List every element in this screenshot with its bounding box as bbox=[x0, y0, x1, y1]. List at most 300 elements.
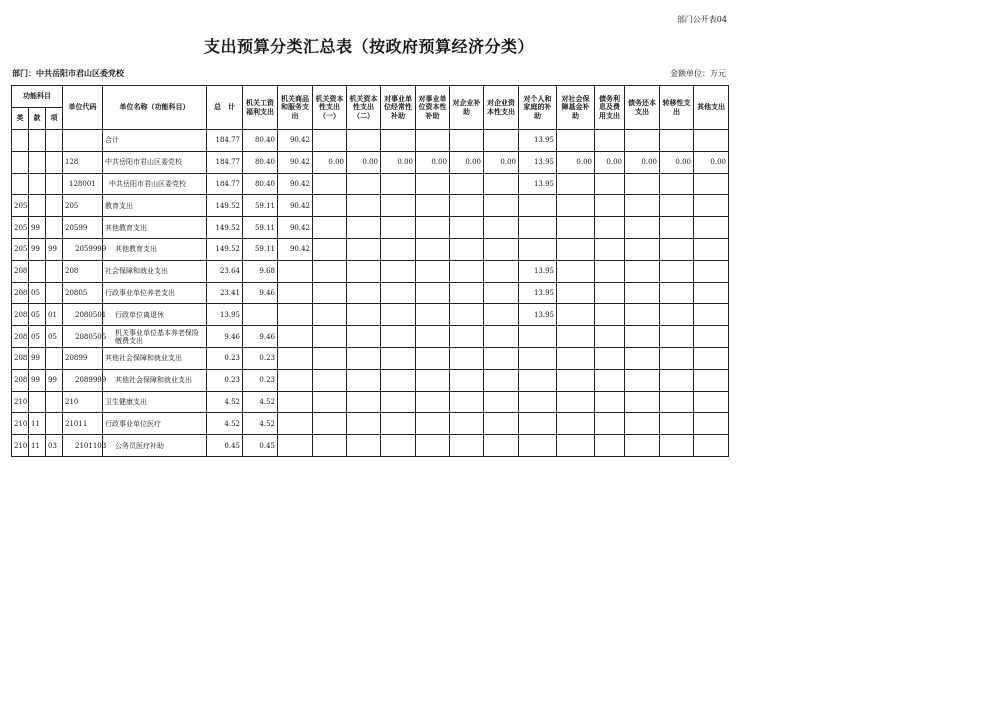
value-cell bbox=[595, 217, 625, 239]
total-cell: 149.52 bbox=[207, 217, 243, 239]
value-cell bbox=[416, 435, 450, 457]
value-cell: 0.00 bbox=[313, 151, 347, 173]
value-cell: 0.00 bbox=[694, 151, 729, 173]
lei-cell bbox=[12, 173, 29, 195]
unit-name-cell: 行政事业单位养老支出 bbox=[103, 282, 207, 304]
value-cell bbox=[416, 130, 450, 152]
value-cell: 90.42 bbox=[278, 238, 313, 260]
lei-cell: 208 bbox=[12, 260, 29, 282]
value-cell bbox=[313, 130, 347, 152]
total-cell: 0.45 bbox=[207, 435, 243, 457]
budget-table bbox=[11, 85, 729, 457]
value-cell bbox=[519, 435, 557, 457]
value-cell bbox=[381, 413, 416, 435]
value-cell bbox=[595, 347, 625, 369]
total-cell: 0.23 bbox=[207, 347, 243, 369]
lei-cell: 208 bbox=[12, 282, 29, 304]
value-cell bbox=[694, 238, 729, 260]
value-cell bbox=[595, 130, 625, 152]
kuan-cell bbox=[29, 195, 46, 217]
xiang-cell: 99 bbox=[46, 369, 63, 391]
value-cell bbox=[484, 238, 519, 260]
value-cell bbox=[416, 391, 450, 413]
value-cell bbox=[347, 238, 381, 260]
kuan-cell bbox=[29, 260, 46, 282]
value-cell: 0.00 bbox=[625, 151, 660, 173]
kuan-cell: 99 bbox=[29, 217, 46, 239]
value-cell bbox=[278, 282, 313, 304]
value-cell bbox=[416, 238, 450, 260]
xiang-cell: 05 bbox=[46, 326, 63, 348]
unit-code-cell: 208 bbox=[63, 260, 103, 282]
kuan-cell: 05 bbox=[29, 304, 46, 326]
lei-cell: 208 bbox=[12, 304, 29, 326]
value-cell bbox=[660, 260, 694, 282]
value-cell bbox=[625, 326, 660, 348]
unit-code-cell: 20899 bbox=[63, 347, 103, 369]
value-cell bbox=[625, 130, 660, 152]
xiang-cell bbox=[46, 151, 63, 173]
value-cell: 80.40 bbox=[243, 173, 278, 195]
table-row bbox=[12, 435, 729, 457]
xiang-cell bbox=[46, 391, 63, 413]
unit-name-cell: 社会保障和就业支出 bbox=[103, 260, 207, 282]
col-header: 转移性支出 bbox=[660, 86, 694, 130]
value-cell bbox=[557, 304, 595, 326]
total-header: 总 计 bbox=[207, 86, 243, 130]
value-cell bbox=[519, 217, 557, 239]
value-cell: 90.42 bbox=[278, 151, 313, 173]
value-cell bbox=[557, 173, 595, 195]
value-cell bbox=[519, 347, 557, 369]
value-cell bbox=[557, 217, 595, 239]
value-cell bbox=[278, 260, 313, 282]
value-cell bbox=[381, 347, 416, 369]
unit-code-cell: 20805 bbox=[63, 282, 103, 304]
value-cell: 0.00 bbox=[416, 151, 450, 173]
value-cell bbox=[484, 413, 519, 435]
value-cell: 59.11 bbox=[243, 217, 278, 239]
value-cell bbox=[625, 217, 660, 239]
col-header: 对企业资本性支出 bbox=[484, 86, 519, 130]
value-cell bbox=[381, 304, 416, 326]
value-cell bbox=[313, 391, 347, 413]
value-cell bbox=[694, 326, 729, 348]
amount-unit-label: 金额单位：万元 bbox=[670, 69, 726, 78]
table-row bbox=[12, 347, 729, 369]
table-row bbox=[12, 282, 729, 304]
value-cell bbox=[450, 391, 484, 413]
lei-header: 类 bbox=[12, 108, 29, 130]
unit-code-cell: 205 bbox=[63, 195, 103, 217]
value-cell: 0.00 bbox=[347, 151, 381, 173]
value-cell bbox=[595, 238, 625, 260]
xiang-cell bbox=[46, 217, 63, 239]
value-cell: 13.95 bbox=[519, 304, 557, 326]
value-cell bbox=[416, 304, 450, 326]
unit-code-cell: 2059999 bbox=[63, 238, 103, 260]
lei-cell: 208 bbox=[12, 326, 29, 348]
value-cell: 9.68 bbox=[243, 260, 278, 282]
kuan-cell: 05 bbox=[29, 326, 46, 348]
value-cell bbox=[625, 347, 660, 369]
col-header: 对企业补助 bbox=[450, 86, 484, 130]
value-cell bbox=[450, 238, 484, 260]
unit-name-cell: 卫生健康支出 bbox=[103, 391, 207, 413]
value-cell bbox=[625, 304, 660, 326]
value-cell: 9.46 bbox=[243, 326, 278, 348]
total-cell: 0.23 bbox=[207, 369, 243, 391]
value-cell: 90.42 bbox=[278, 195, 313, 217]
value-cell bbox=[347, 282, 381, 304]
value-cell: 9.46 bbox=[243, 282, 278, 304]
unit-code-cell: 2089999 bbox=[63, 369, 103, 391]
value-cell bbox=[416, 347, 450, 369]
value-cell: 0.00 bbox=[557, 151, 595, 173]
col-header: 机关资本性支出（一） bbox=[313, 86, 347, 130]
lei-cell: 205 bbox=[12, 238, 29, 260]
unit-name-cell: 行政事业单位医疗 bbox=[103, 413, 207, 435]
value-cell bbox=[557, 326, 595, 348]
value-cell bbox=[595, 326, 625, 348]
value-cell bbox=[313, 195, 347, 217]
xiang-cell bbox=[46, 282, 63, 304]
table-row bbox=[12, 260, 729, 282]
value-cell bbox=[557, 413, 595, 435]
value-cell bbox=[416, 326, 450, 348]
value-cell bbox=[660, 369, 694, 391]
value-cell bbox=[595, 304, 625, 326]
value-cell: 90.42 bbox=[278, 217, 313, 239]
value-cell bbox=[416, 260, 450, 282]
col-header: 机关资本性支出（二） bbox=[347, 86, 381, 130]
value-cell bbox=[484, 217, 519, 239]
unit-name-cell: 机关事业单位基本养老保险缴费支出 bbox=[103, 326, 207, 348]
value-cell bbox=[484, 173, 519, 195]
value-cell bbox=[484, 282, 519, 304]
value-cell bbox=[450, 347, 484, 369]
lei-cell bbox=[12, 130, 29, 152]
total-cell: 4.52 bbox=[207, 391, 243, 413]
value-cell bbox=[484, 347, 519, 369]
value-cell bbox=[347, 435, 381, 457]
value-cell bbox=[278, 347, 313, 369]
unit-name-cell: 其他教育支出 bbox=[103, 238, 207, 260]
value-cell: 4.52 bbox=[243, 413, 278, 435]
value-cell bbox=[557, 195, 595, 217]
total-cell: 184.77 bbox=[207, 151, 243, 173]
value-cell: 13.95 bbox=[519, 151, 557, 173]
lei-cell: 205 bbox=[12, 217, 29, 239]
value-cell bbox=[313, 304, 347, 326]
value-cell bbox=[694, 369, 729, 391]
value-cell bbox=[416, 173, 450, 195]
value-cell: 0.23 bbox=[243, 369, 278, 391]
kuan-cell bbox=[29, 130, 46, 152]
xiang-cell: 99 bbox=[46, 238, 63, 260]
value-cell bbox=[450, 304, 484, 326]
xiang-cell bbox=[46, 413, 63, 435]
value-cell: 0.00 bbox=[484, 151, 519, 173]
value-cell bbox=[347, 326, 381, 348]
unit-code-cell: 2101103 bbox=[63, 435, 103, 457]
value-cell bbox=[519, 413, 557, 435]
value-cell bbox=[450, 413, 484, 435]
value-cell bbox=[595, 391, 625, 413]
value-cell bbox=[694, 347, 729, 369]
value-cell bbox=[694, 195, 729, 217]
value-cell: 13.95 bbox=[519, 260, 557, 282]
col-header: 债务还本支出 bbox=[625, 86, 660, 130]
value-cell bbox=[557, 391, 595, 413]
table-row bbox=[12, 413, 729, 435]
kuan-cell: 99 bbox=[29, 347, 46, 369]
unit-code-cell bbox=[63, 130, 103, 152]
value-cell bbox=[278, 326, 313, 348]
col-header: 对个人和家庭的补助 bbox=[519, 86, 557, 130]
col-header: 其他支出 bbox=[694, 86, 729, 130]
value-cell bbox=[625, 173, 660, 195]
unit-code-cell: 20599 bbox=[63, 217, 103, 239]
value-cell: 13.95 bbox=[519, 282, 557, 304]
value-cell: 59.11 bbox=[243, 238, 278, 260]
value-cell bbox=[694, 435, 729, 457]
total-cell: 23.41 bbox=[207, 282, 243, 304]
value-cell bbox=[660, 238, 694, 260]
unit-code-cell: 210 bbox=[63, 391, 103, 413]
lei-cell bbox=[12, 151, 29, 173]
value-cell bbox=[484, 130, 519, 152]
value-cell bbox=[660, 304, 694, 326]
value-cell bbox=[484, 391, 519, 413]
value-cell bbox=[595, 173, 625, 195]
value-cell bbox=[484, 195, 519, 217]
value-cell bbox=[484, 304, 519, 326]
value-cell bbox=[347, 173, 381, 195]
value-cell bbox=[519, 195, 557, 217]
value-cell bbox=[313, 347, 347, 369]
total-cell: 13.95 bbox=[207, 304, 243, 326]
value-cell bbox=[625, 391, 660, 413]
col-header: 对社会保障基金补助 bbox=[557, 86, 595, 130]
value-cell bbox=[660, 195, 694, 217]
total-cell: 149.52 bbox=[207, 238, 243, 260]
xiang-cell: 01 bbox=[46, 304, 63, 326]
col-header: 机关工资福利支出 bbox=[243, 86, 278, 130]
value-cell: 0.00 bbox=[381, 151, 416, 173]
value-cell bbox=[313, 173, 347, 195]
xiang-cell bbox=[46, 195, 63, 217]
lei-cell: 210 bbox=[12, 435, 29, 457]
table-row bbox=[12, 391, 729, 413]
value-cell bbox=[557, 238, 595, 260]
value-cell bbox=[450, 195, 484, 217]
value-cell bbox=[347, 260, 381, 282]
value-cell bbox=[557, 347, 595, 369]
total-cell: 4.52 bbox=[207, 413, 243, 435]
lei-cell: 205 bbox=[12, 195, 29, 217]
value-cell bbox=[347, 217, 381, 239]
form-number: 部门公开表04 bbox=[676, 15, 727, 24]
col-header: 对事业单位经常性补助 bbox=[381, 86, 416, 130]
table-row bbox=[12, 130, 729, 152]
value-cell bbox=[450, 217, 484, 239]
table-row bbox=[12, 173, 729, 195]
kuan-cell: 11 bbox=[29, 435, 46, 457]
kuan-cell bbox=[29, 173, 46, 195]
value-cell bbox=[313, 217, 347, 239]
value-cell bbox=[660, 282, 694, 304]
table-row bbox=[12, 238, 729, 260]
unit-name-cell: 中共岳阳市君山区委党校 bbox=[103, 173, 207, 195]
value-cell bbox=[484, 260, 519, 282]
unit-name-cell: 其他社会保障和就业支出 bbox=[103, 347, 207, 369]
value-cell bbox=[595, 369, 625, 391]
value-cell bbox=[625, 238, 660, 260]
unit-code-cell: 21011 bbox=[63, 413, 103, 435]
value-cell bbox=[519, 369, 557, 391]
value-cell bbox=[660, 435, 694, 457]
total-cell: 9.46 bbox=[207, 326, 243, 348]
value-cell bbox=[694, 304, 729, 326]
kuan-cell: 99 bbox=[29, 238, 46, 260]
value-cell bbox=[347, 413, 381, 435]
table-row bbox=[12, 151, 729, 173]
unit-code-header: 单位代码 bbox=[63, 86, 103, 130]
value-cell bbox=[557, 260, 595, 282]
unit-name-cell: 中共岳阳市君山区委党校 bbox=[103, 151, 207, 173]
value-cell bbox=[381, 130, 416, 152]
value-cell bbox=[625, 282, 660, 304]
value-cell bbox=[243, 304, 278, 326]
value-cell bbox=[557, 435, 595, 457]
total-cell: 149.52 bbox=[207, 195, 243, 217]
kuan-cell: 05 bbox=[29, 282, 46, 304]
unit-code-cell: 2080501 bbox=[63, 304, 103, 326]
value-cell bbox=[347, 369, 381, 391]
table-row bbox=[12, 326, 729, 348]
lei-cell: 208 bbox=[12, 369, 29, 391]
value-cell bbox=[660, 391, 694, 413]
unit-name-cell: 其他教育支出 bbox=[103, 217, 207, 239]
value-cell bbox=[484, 326, 519, 348]
value-cell bbox=[278, 413, 313, 435]
unit-name-header: 单位名称（功能科目） bbox=[103, 86, 207, 130]
value-cell bbox=[595, 195, 625, 217]
unit-name-cell: 行政单位离退休 bbox=[103, 304, 207, 326]
value-cell bbox=[416, 369, 450, 391]
value-cell: 80.40 bbox=[243, 130, 278, 152]
value-cell bbox=[347, 304, 381, 326]
value-cell bbox=[557, 369, 595, 391]
value-cell bbox=[595, 282, 625, 304]
value-cell bbox=[660, 130, 694, 152]
kuan-cell bbox=[29, 391, 46, 413]
value-cell bbox=[381, 173, 416, 195]
value-cell bbox=[450, 173, 484, 195]
value-cell bbox=[595, 260, 625, 282]
value-cell: 4.52 bbox=[243, 391, 278, 413]
xiang-cell bbox=[46, 173, 63, 195]
value-cell bbox=[519, 391, 557, 413]
value-cell: 0.45 bbox=[243, 435, 278, 457]
value-cell: 13.95 bbox=[519, 130, 557, 152]
value-cell bbox=[450, 326, 484, 348]
value-cell bbox=[381, 435, 416, 457]
value-cell bbox=[450, 282, 484, 304]
value-cell: 0.23 bbox=[243, 347, 278, 369]
unit-name-cell: 其他社会保障和就业支出 bbox=[103, 369, 207, 391]
value-cell: 90.42 bbox=[278, 130, 313, 152]
value-cell bbox=[347, 195, 381, 217]
value-cell: 0.00 bbox=[450, 151, 484, 173]
table-row bbox=[12, 304, 729, 326]
total-cell: 184.77 bbox=[207, 130, 243, 152]
value-cell: 13.95 bbox=[519, 173, 557, 195]
value-cell bbox=[519, 326, 557, 348]
table-row bbox=[12, 369, 729, 391]
value-cell: 90.42 bbox=[278, 173, 313, 195]
page-title: 支出预算分类汇总表（按政府预算经济分类） bbox=[203, 37, 534, 56]
value-cell: 0.00 bbox=[660, 151, 694, 173]
value-cell bbox=[694, 391, 729, 413]
table-row bbox=[12, 217, 729, 239]
value-cell bbox=[694, 217, 729, 239]
col-header: 对事业单位资本性补助 bbox=[416, 86, 450, 130]
kuan-cell: 99 bbox=[29, 369, 46, 391]
value-cell bbox=[694, 173, 729, 195]
value-cell bbox=[519, 238, 557, 260]
value-cell bbox=[625, 195, 660, 217]
xiang-cell bbox=[46, 347, 63, 369]
value-cell bbox=[381, 238, 416, 260]
value-cell bbox=[660, 326, 694, 348]
value-cell bbox=[694, 130, 729, 152]
value-cell bbox=[660, 173, 694, 195]
value-cell bbox=[381, 282, 416, 304]
value-cell bbox=[278, 304, 313, 326]
lei-cell: 208 bbox=[12, 347, 29, 369]
value-cell bbox=[595, 413, 625, 435]
xiang-cell: 03 bbox=[46, 435, 63, 457]
value-cell bbox=[694, 260, 729, 282]
table-row bbox=[12, 195, 729, 217]
unit-code-cell: 2080505 bbox=[63, 326, 103, 348]
xiang-cell bbox=[46, 130, 63, 152]
value-cell bbox=[694, 282, 729, 304]
value-cell bbox=[313, 282, 347, 304]
func-subject-header: 功能科目 bbox=[12, 86, 63, 108]
value-cell bbox=[347, 391, 381, 413]
value-cell bbox=[416, 282, 450, 304]
value-cell bbox=[450, 260, 484, 282]
unit-name-cell: 教育支出 bbox=[103, 195, 207, 217]
value-cell bbox=[381, 217, 416, 239]
value-cell bbox=[557, 130, 595, 152]
value-cell bbox=[450, 130, 484, 152]
value-cell bbox=[450, 435, 484, 457]
xiang-cell bbox=[46, 260, 63, 282]
value-cell: 59.11 bbox=[243, 195, 278, 217]
total-cell: 184.77 bbox=[207, 173, 243, 195]
value-cell bbox=[313, 238, 347, 260]
value-cell bbox=[625, 260, 660, 282]
value-cell bbox=[347, 347, 381, 369]
total-cell: 23.64 bbox=[207, 260, 243, 282]
value-cell bbox=[313, 413, 347, 435]
value-cell bbox=[278, 391, 313, 413]
lei-cell: 210 bbox=[12, 413, 29, 435]
